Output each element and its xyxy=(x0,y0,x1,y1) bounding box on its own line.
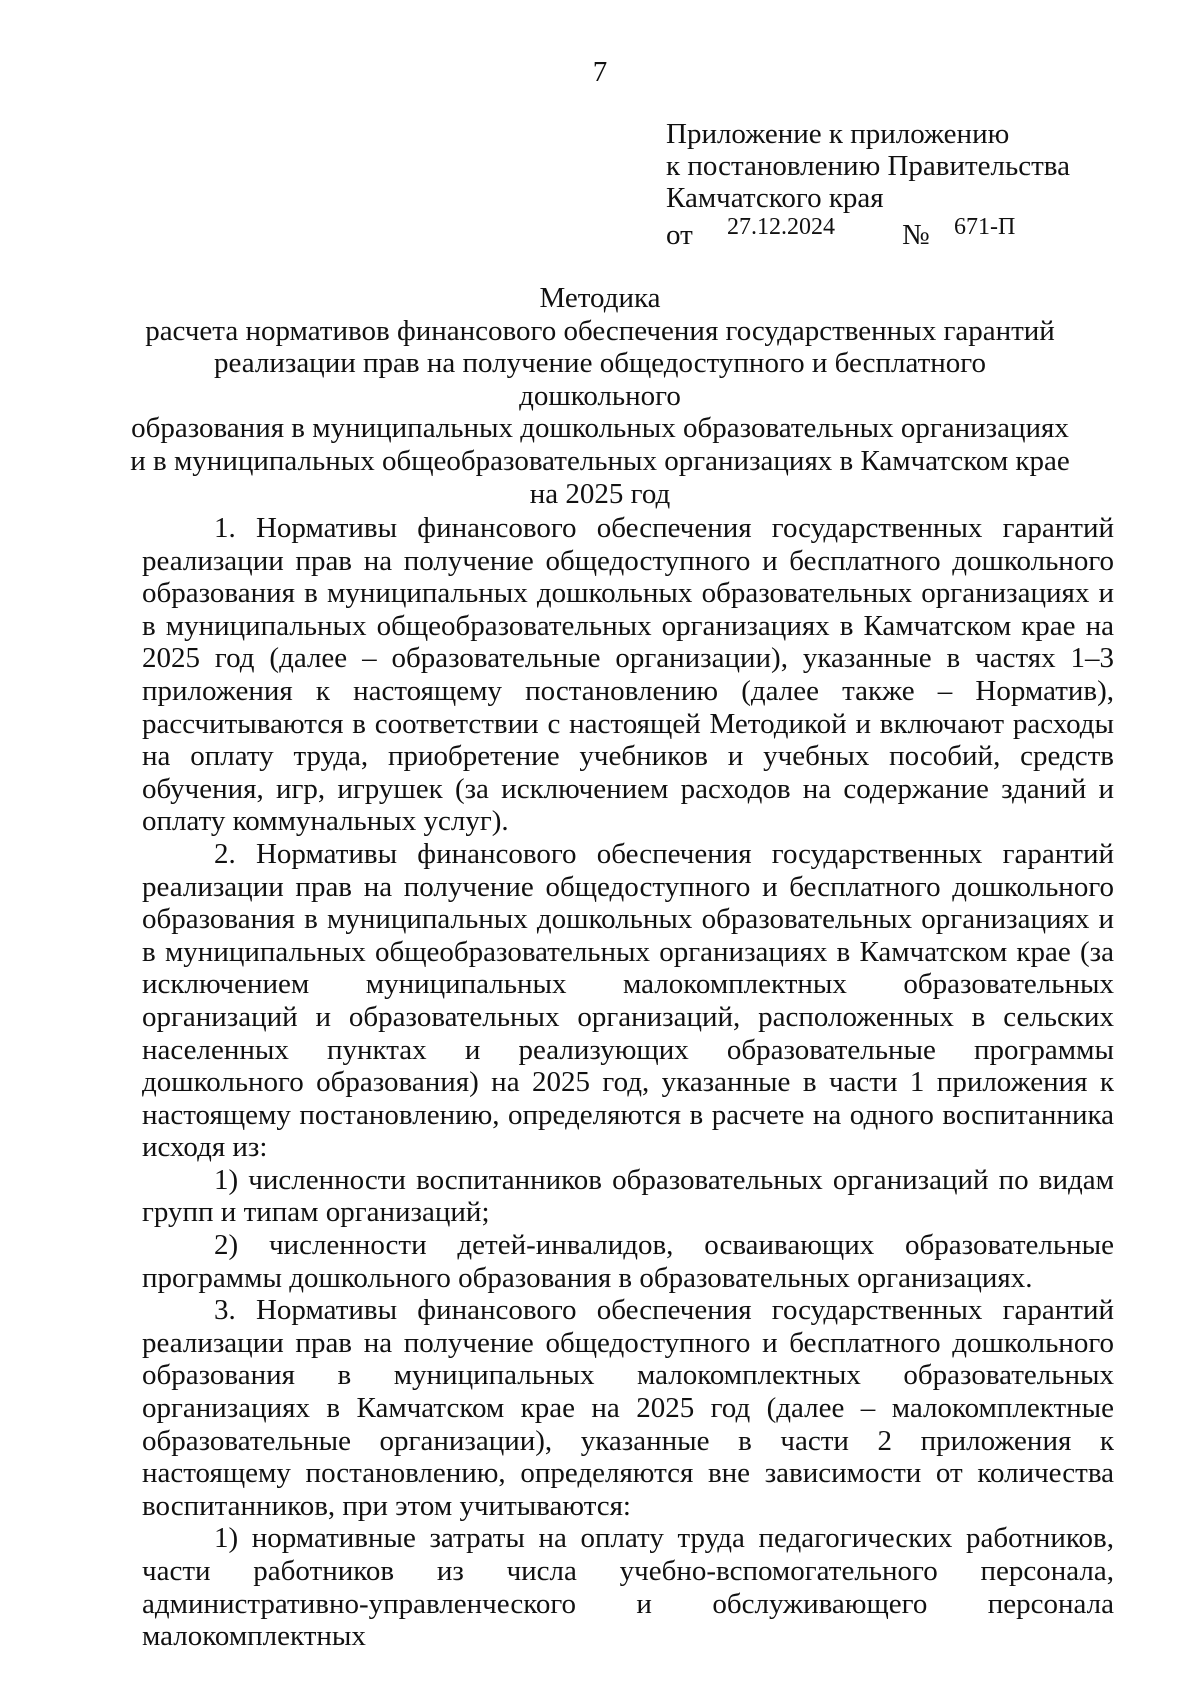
appendix-block xyxy=(666,118,1070,249)
paragraph-2: 2. Нормативы финансового обеспечения государственных гарантий реализации прав на получение общедоступного и бесплатного дошкольного образования в муниципальных дошкольных образовательных организациях и в муниципальных общеобразовательных организациях в Камчатском крае (за исключением муниципальных малокомплектных образовательных организаций и образовательных организаций, расположенных в сельских населенных пунктах и реализующих образовательные программы дошкольного образования) на 2025 год, указанные в части 1 приложения к настоящему постановлению, определяются в расчете на одного воспитанника исходя из: xyxy=(142,837,1114,1164)
paragraph-3: 3. Нормативы финансового обеспечения государственных гарантий реализации прав на получение общедоступного и бесплатного дошкольного образования в муниципальных малокомплектных образовательных организациях в Камчатском крае на 2025 год (далее – малокомплектные образовательные организации), указанные в части 2 приложения к настоящему постановлению, определяются вне зависимости от количества воспитанников, при этом учитываются: xyxy=(142,1294,1114,1522)
paragraph-3-item-1: 1) нормативные затраты на оплату труда педагогических работников, части работников из числа учебно-вспомогательного персонала, административно-управленческого и обслуживающего персонала малокомплектных xyxy=(142,1522,1114,1653)
paragraph-2-item-2: 2) численности детей-инвалидов, осваивающих образовательные программы дошкольного образования в образовательных организациях. xyxy=(142,1229,1114,1294)
title-line-5: на 2025 год xyxy=(529,477,671,510)
title-line-4: и в муниципальных общеобразовательных организациях в Камчатском крае xyxy=(130,444,1070,477)
document-body xyxy=(142,512,1114,1653)
title-line-2: реализации прав на получение общедоступного и бесплатного дошкольного xyxy=(214,347,986,412)
reference-prefix: от xyxy=(666,219,693,251)
title-heading: Методика xyxy=(539,282,661,314)
paragraph-1: 1. Нормативы финансового обеспечения государственных гарантий реализации прав на получение общедоступного и бесплатного дошкольного образования в муниципальных дошкольных образовательных организациях и в муниципальных общеобразовательных организациях в Камчатском крае на 2025 год (далее – образовательные организации), указанные в частях 1–3 приложения к настоящему постановлению (далее также – Норматив), рассчитываются в соответствии с настоящей Методикой и включают расходы на оплату труда, приобретение учебников и учебных пособий, средств обучения, игр, игрушек (за исключением расходов на содержание зданий и оплату коммунальных услуг). xyxy=(142,512,1114,838)
appendix-reference xyxy=(666,215,1066,249)
appendix-line-1: Приложение к приложению xyxy=(666,118,1010,150)
reference-number-sign: № xyxy=(902,219,930,251)
title-line-3: образования в муниципальных дошкольных образовательных организациях xyxy=(131,412,1069,445)
page-number: 7 xyxy=(592,56,608,88)
appendix-line-2: к постановлению Правительства xyxy=(666,150,1070,182)
reference-date: 27.12.2024 xyxy=(727,214,835,240)
reference-number: 671-П xyxy=(954,214,1016,240)
title-line-1: расчета нормативов финансового обеспечения государственных гарантий xyxy=(145,314,1055,347)
document-title xyxy=(130,282,1070,510)
paragraph-2-item-1: 1) численности воспитанников образовательных организаций по видам групп и типам организаций; xyxy=(142,1163,1114,1229)
appendix-line-3: Камчатского края xyxy=(666,182,884,214)
